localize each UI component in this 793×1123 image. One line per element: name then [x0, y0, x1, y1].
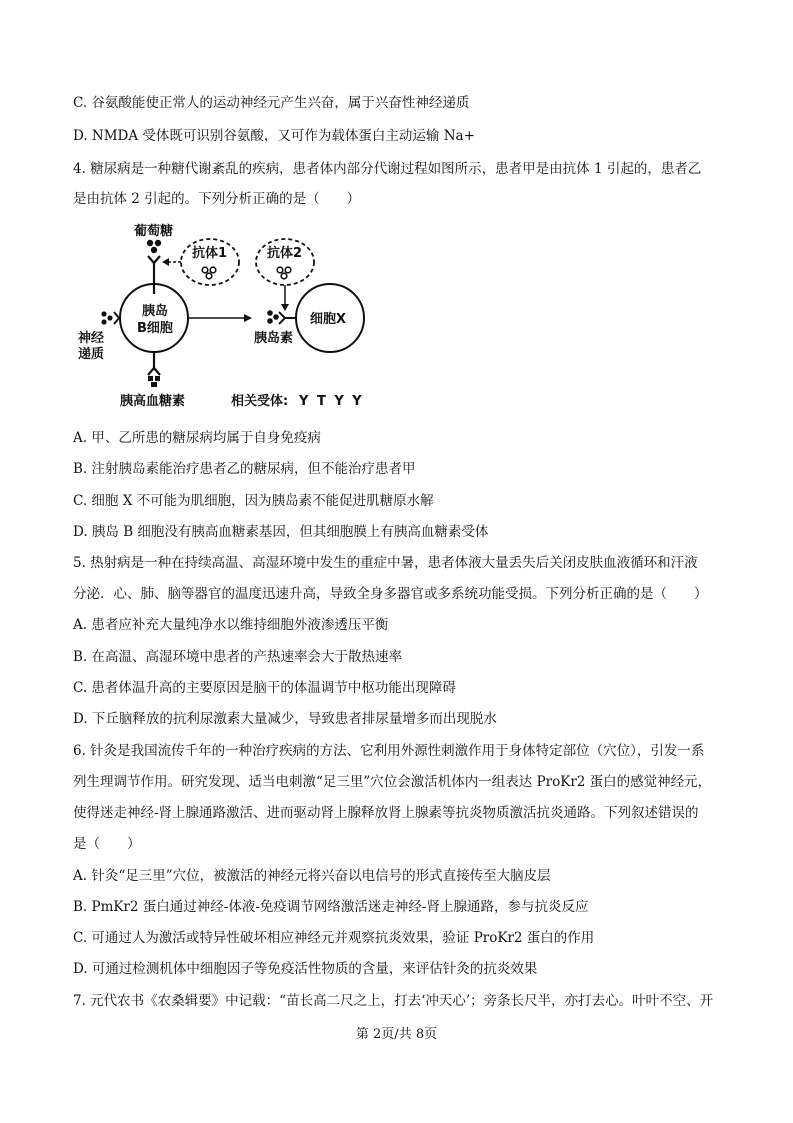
neurotransmitter-label-1: 神经: [78, 331, 105, 346]
cell-x-label: 细胞X: [310, 312, 347, 327]
q3-option-d: D. NMDA 受体既可识别谷氨酸，又可作为载体蛋白主动运输 Na+: [73, 128, 475, 144]
neurotransmitter-receptor-icon: [114, 312, 119, 324]
q6-option-d: D. 可通过检测机体中细胞因子等免疫活性物质的含量，来评估针灸的抗炎效果: [73, 961, 538, 977]
q6-option-b: B. PmKr2 蛋白通过神经-体液-免疫调节网络激活迷走神经-肾上腺通路，参与抗炎反应: [73, 899, 589, 915]
glucagon-molecule-icon: [148, 376, 160, 387]
q6-stem-line3: 使得迷走神经-肾上腺通路激活、进而驱动肾上腺释放肾上腺素等抗炎物质激活抗炎通路。下列叙述错误的: [73, 805, 699, 821]
antibody1-molecule-icon: [202, 267, 216, 279]
page-number-footer: 第 2页/共 8页: [355, 1027, 438, 1042]
q3-option-c: C. 谷氨酸能使正常人的运动神经元产生兴奋，属于兴奋性神经递质: [73, 95, 470, 111]
q5-stem-line1: 5. 热射病是一种在持续高温、高湿环境中发生的重症中暑，患者体液大量丢失后关闭皮肤血液循环和汗液: [73, 555, 698, 571]
q4-option-b: B. 注射胰岛素能治疗患者乙的糖尿病，但不能治疗患者甲: [73, 461, 416, 477]
glucose-receptor-icon: [148, 256, 160, 263]
q4-option-c: C. 细胞 X 不可能为肌细胞，因为胰岛素不能促进肌糖原水解: [73, 493, 434, 509]
q6-option-a: A. 针灸“足三里”穴位，被激活的神经元将兴奋以电信号的形式直接传至大脑皮层: [73, 868, 551, 884]
islet-b-cell-label-1: 胰岛: [142, 304, 169, 319]
q4-stem-line1: 4. 糖尿病是一种糖代谢紊乱的疾病，患者体内部分代谢过程如图所示，患者甲是由抗体 1 引起的，患者乙: [73, 161, 702, 177]
glucose-label: 葡萄糖: [134, 224, 174, 239]
q5-option-b: B. 在高温、高湿环境中患者的产热速率会大于散热速率: [73, 649, 403, 665]
glucagon-label: 胰高血糖素: [120, 394, 186, 409]
glucose-metabolism-diagram: [74, 218, 374, 410]
q6-stem-line4: 是（ ）: [73, 836, 141, 852]
q5-option-d: D. 下丘脑释放的抗利尿激素大量减少，导致患者排尿量增多而出现脱水: [73, 711, 497, 727]
neurotransmitter-label-2: 递质: [78, 347, 105, 362]
antibody2-molecule-icon: [277, 267, 291, 279]
glucagon-receptor-icon: [148, 368, 160, 375]
neurotransmitter-molecule-icon: [101, 311, 112, 324]
antibody2-label: 抗体2: [267, 246, 303, 261]
q5-stem-line2: 分泌．心、肺、脑等器官的温度迅速升高，导致全身多器官或多系统功能受损。下列分析正确的是（ ）: [73, 586, 708, 602]
q6-stem-line1: 6. 针灸是我国流传千年的一种治疗疾病的方法、它利用外源性刺激作用于身体特定部位（穴位），引发一系: [73, 743, 705, 759]
antibody1-label: 抗体1: [192, 246, 228, 261]
receptors-legend-glyphs: Y T Y Y: [299, 394, 364, 409]
islet-b-cell-label-2: B细胞: [137, 321, 173, 336]
q5-option-c: C. 患者体温升高的主要原因是脑干的体温调节中枢功能出现障碍: [73, 680, 456, 696]
q4-stem-line2: 是由抗体 2 引起的。下列分析正确的是（ ）: [73, 191, 361, 207]
glucose-molecule-icon: [147, 240, 161, 253]
receptors-legend-label: 相关受体:: [231, 394, 289, 409]
insulin-label: 胰岛素: [254, 331, 294, 346]
q6-option-c: C. 可通过人为激活或特异性破坏相应神经元并观察抗炎效果，验证 ProKr2 蛋白的作用: [73, 930, 595, 946]
q4-option-a: A. 甲、乙所患的糖尿病均属于自身免疫病: [73, 430, 321, 446]
q4-option-d: D. 胰岛 B 细胞没有胰高血糖素基因，但其细胞膜上有胰高血糖素受体: [73, 524, 489, 540]
q7-stem-line1: 7. 元代农书《农桑辑要》中记载：“苗长高二尺之上，打去‘冲天心’；旁条长尺半，亦打去心。叶叶不空、开: [73, 993, 714, 1009]
insulin-receptor-icon: [279, 312, 285, 324]
insulin-molecule-icon: [267, 310, 279, 324]
q5-option-a: A. 患者应补充大量纯净水以维持细胞外液渗透压平衡: [73, 617, 389, 633]
q6-stem-line2: 列生理调节作用。研究发现、适当电刺激“足三里”穴位会激活机体内一组表达 ProKr2 蛋白的感觉神经元，: [73, 774, 712, 790]
